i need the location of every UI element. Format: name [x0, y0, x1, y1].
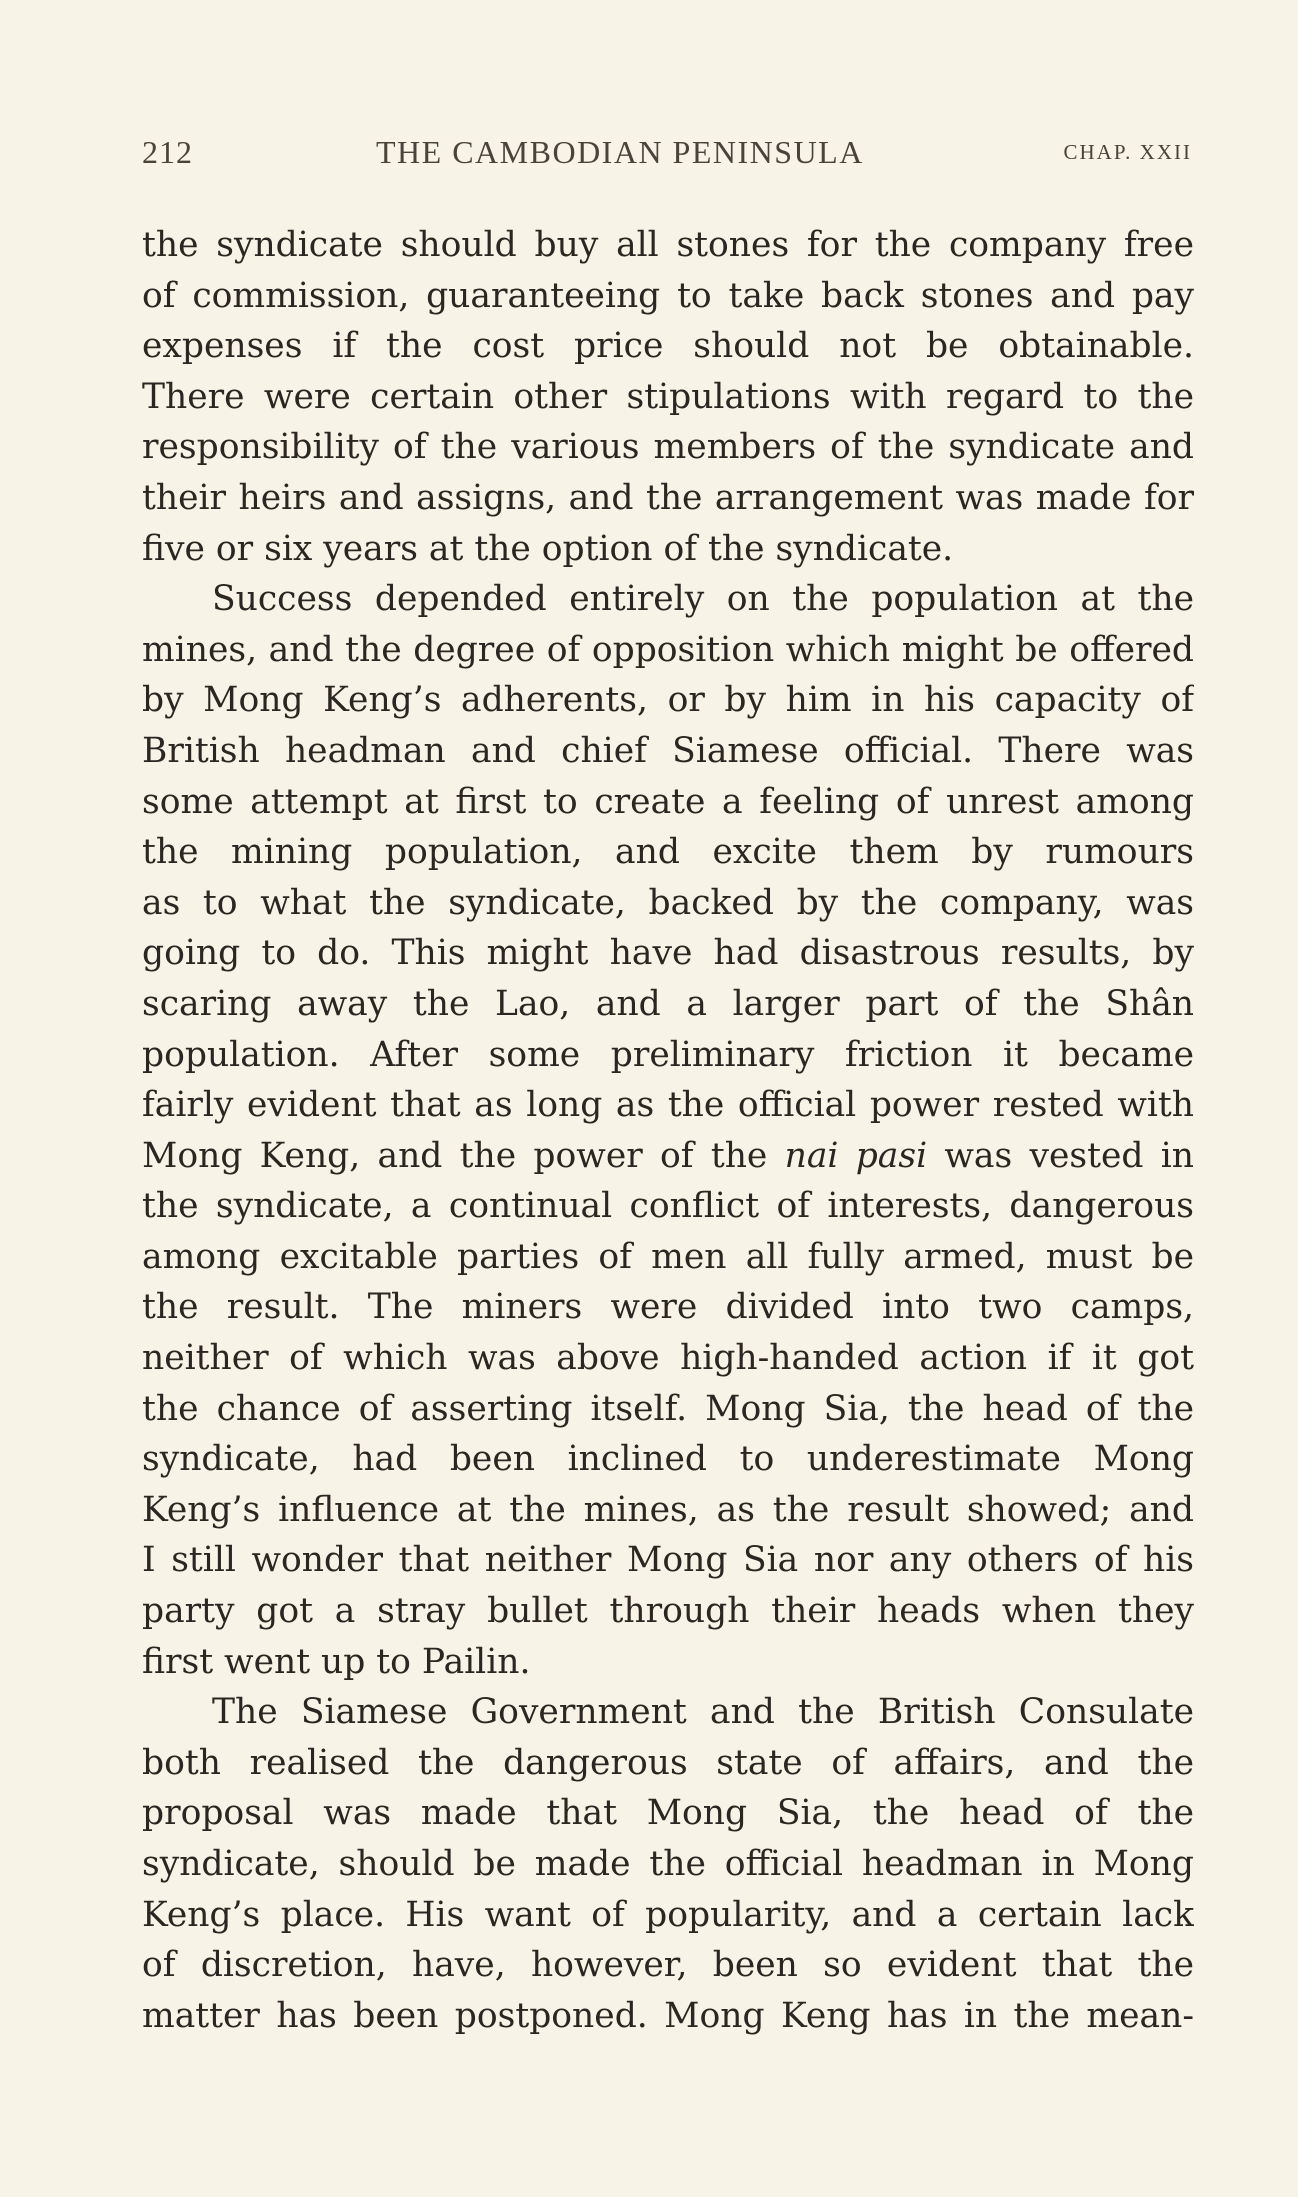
page-number: 212 [142, 134, 193, 170]
text-line: syndicate, should be made the official headman in Mong [142, 1844, 1194, 1884]
text-line: of commission, guaranteeing to take back stones and pay [142, 275, 1194, 316]
text-line: the syndicate, a continual conflict of interests, dangerous [142, 1186, 1194, 1227]
running-header [142, 134, 1192, 178]
paragraph-start-line: The Siamese Government and the British Consulate [212, 1692, 1194, 1733]
text-line: both realised the dangerous state of affairs, and the [142, 1742, 1194, 1783]
running-title: THE CAMBODIAN PENINSULA [376, 134, 864, 170]
text-segment: was vested in [927, 1135, 1194, 1176]
text-line: their heirs and assigns, and the arrangement was made for [142, 477, 1194, 518]
chapter-label: CHAP. XXII [1063, 140, 1192, 164]
paragraph-start-line: Success depended entirely on the population at the [212, 579, 1194, 620]
text-line: Keng’s influence at the mines, as the result showed; and [142, 1489, 1194, 1530]
text-line: I still wonder that neither Mong Sia nor any others of his [142, 1540, 1194, 1581]
italic-term: nai pasi [784, 1135, 928, 1176]
text-line: party got a stray bullet through their heads when they [142, 1591, 1194, 1632]
body-text [142, 220, 1194, 2041]
text-line: Keng’s place. His want of popularity, and a certain lack [142, 1894, 1194, 1935]
text-line: the syndicate should buy all stones for the company free [142, 225, 1194, 265]
text-line [142, 1131, 1194, 1182]
text-line: among excitable parties of men all fully armed, must be [142, 1236, 1194, 1277]
text-line: mines, and the degree of opposition which might be offered [142, 629, 1194, 670]
text-line: five or six years at the option of the syndicate. [142, 528, 954, 569]
text-line: population. After some preliminary friction it became [142, 1034, 1194, 1075]
text-line: British headman and chief Siamese official. There was [142, 730, 1194, 771]
text-line: first went up to Pailin. [142, 1641, 531, 1682]
text-line: syndicate, had been inclined to underestimate Mong [142, 1439, 1194, 1480]
text-line: the result. The miners were divided into two camps, [142, 1287, 1194, 1328]
text-line: There were certain other stipulations with regard to the [142, 376, 1194, 417]
text-line: some attempt at first to create a feeling of unrest among [142, 781, 1194, 822]
text-line: matter has been postponed. Mong Keng has in the mean- [142, 1995, 1194, 2036]
text-line: of discretion, have, however, been so evident that the [142, 1945, 1194, 1986]
text-line: fairly evident that as long as the official power rested with [142, 1085, 1194, 1126]
text-line: scaring away the Lao, and a larger part of the Shân [142, 983, 1194, 1024]
text-line: the chance of asserting itself. Mong Sia, the head of the [142, 1388, 1194, 1429]
text-line: by Mong Keng’s adherents, or by him in his capacity of [142, 680, 1194, 721]
text-line: as to what the syndicate, backed by the company, was [142, 882, 1194, 923]
text-line: neither of which was above high-handed action if it got [142, 1338, 1194, 1379]
text-line: expenses if the cost price should not be obtainable. [142, 326, 1194, 367]
text-line: responsibility of the various members of the syndicate and [142, 427, 1194, 468]
text-line: proposal was made that Mong Sia, the head of the [142, 1793, 1194, 1834]
text-segment: Mong Keng, and the power of the [142, 1135, 785, 1176]
text-line: the mining population, and excite them by rumours [142, 832, 1194, 873]
text-line: going to do. This might have had disastrous results, by [142, 933, 1194, 974]
